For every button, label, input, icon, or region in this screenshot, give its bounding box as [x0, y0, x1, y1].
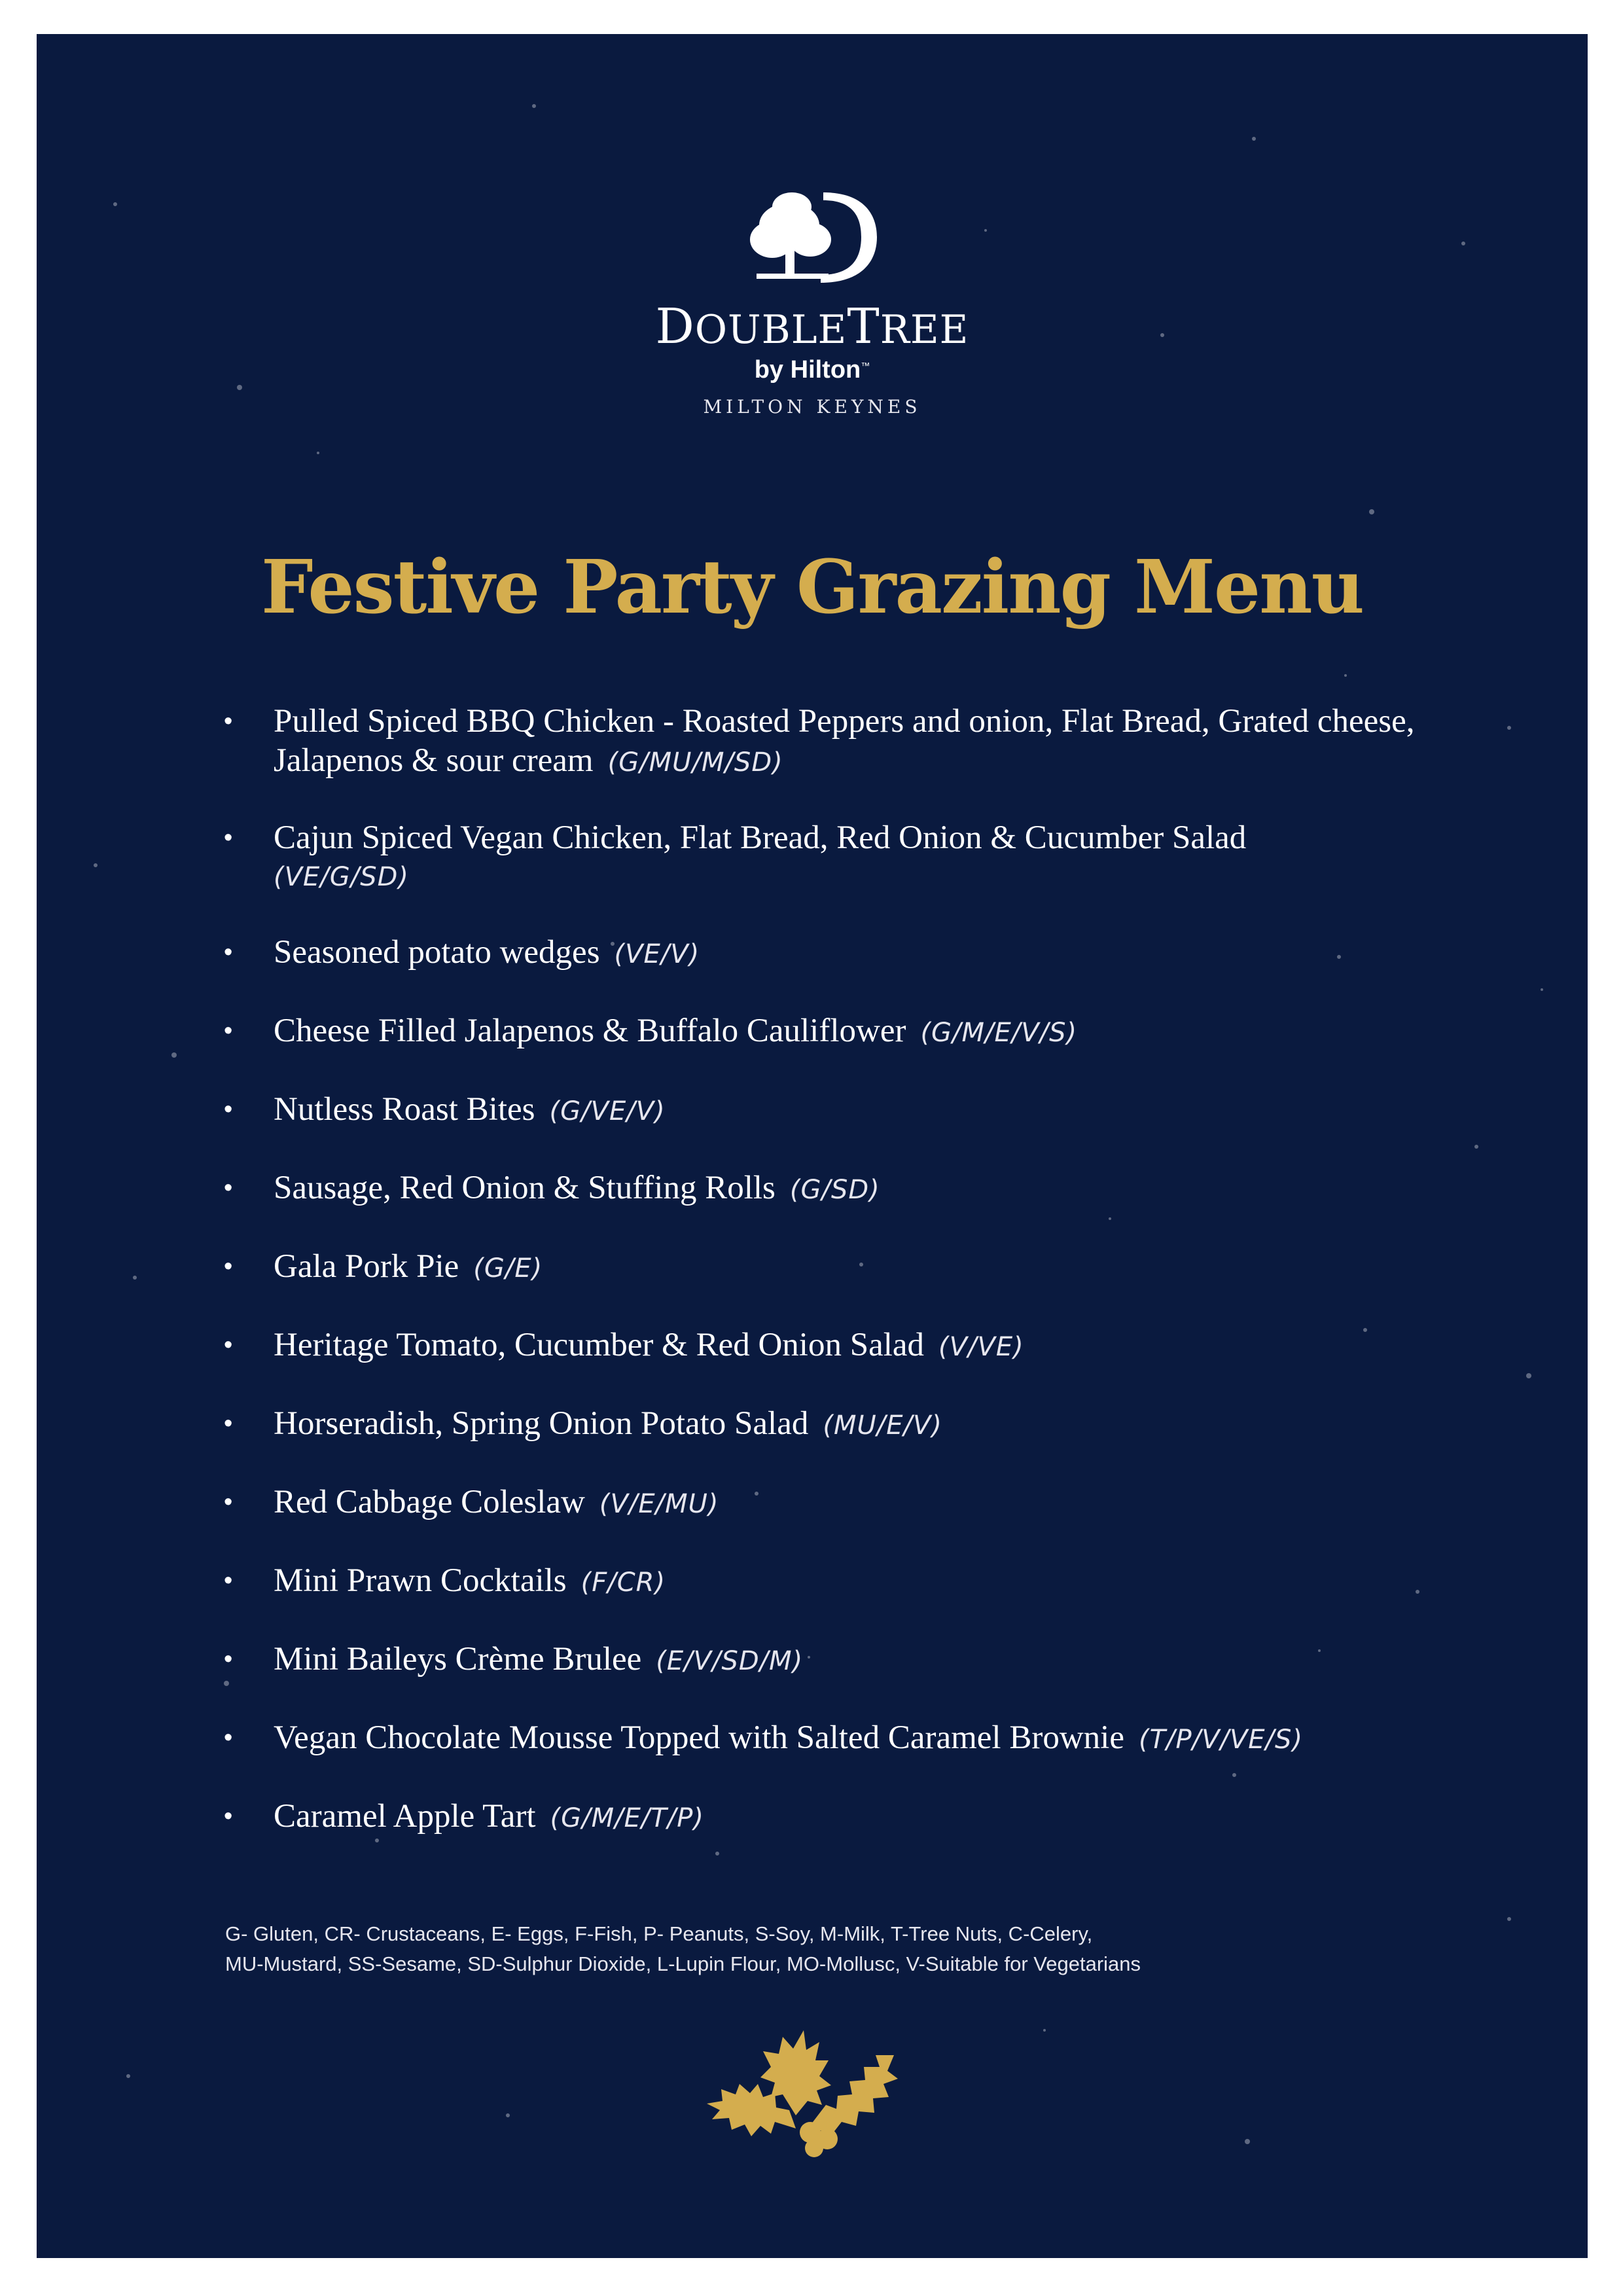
allergen-key [225, 1919, 1469, 1979]
holly-icon [698, 2017, 920, 2161]
city-name: MILTON KEYNES [703, 396, 921, 418]
doubletree-tree-logo-icon [743, 185, 881, 289]
menu-item: • Seasoned potato wedges (VE/V) [224, 933, 1467, 974]
menu-item: • Gala Pork Pie (G/E) [224, 1247, 1467, 1288]
allergen-key-line: MU-Mustard, SS-Sesame, SD-Sulphur Dioxide, L-Lupin Flour, MO-Mollusc, V-Suitable for Vegetarians [225, 1952, 1141, 1975]
by-hilton: by Hilton™ [754, 356, 870, 384]
menu-item: • Caramel Apple Tart (G/M/E/T/P) [224, 1797, 1467, 1838]
menu-item: • Mini Prawn Cocktails (F/CR) [224, 1561, 1467, 1602]
menu-item: • Sausage, Red Onion & Stuffing Rolls (G/SD) [224, 1168, 1467, 1210]
menu-title: Festive Party Grazing Menu [260, 545, 1364, 630]
menu-item: • Cheese Filled Jalapenos & Buffalo Cauliflower (G/M/E/V/S) [224, 1011, 1467, 1052]
menu-item: • Mini Baileys Crème Brulee (E/V/SD/M) [224, 1640, 1467, 1681]
menu-item: • Horseradish, Spring Onion Potato Salad (MU/E/V) [224, 1404, 1467, 1445]
menu-item: • Pulled Spiced BBQ Chicken - Roasted Peppers and onion, Flat Bread, Grated cheese, Jalapenos & sour cream (G/MU/M/SD) [224, 702, 1467, 782]
brand-name: DOUBLETREE [655, 298, 969, 355]
hotel-logo [37, 185, 1588, 418]
menu-item: • Nutless Roast Bites (G/VE/V) [224, 1090, 1467, 1131]
menu-item: • Cajun Spiced Vegan Chicken, Flat Bread, Red Onion & Cucumber Salad (VE/G/SD) [224, 818, 1467, 897]
menu-item: • Red Cabbage Coleslaw (V/E/MU) [224, 1482, 1467, 1524]
allergen-key-line: G- Gluten, CR- Crustaceans, E- Eggs, F-Fish, P- Peanuts, S-Soy, M-Milk, T-Tree Nuts, C-Celery, [225, 1922, 1093, 1945]
menu-item: • Heritage Tomato, Cucumber & Red Onion Salad (V/VE) [224, 1325, 1467, 1367]
menu-item: • Vegan Chocolate Mousse Topped with Salted Caramel Brownie (T/P/V/VE/S) [224, 1718, 1467, 1759]
menu-panel [37, 34, 1588, 2258]
menu-list [224, 702, 1467, 1875]
